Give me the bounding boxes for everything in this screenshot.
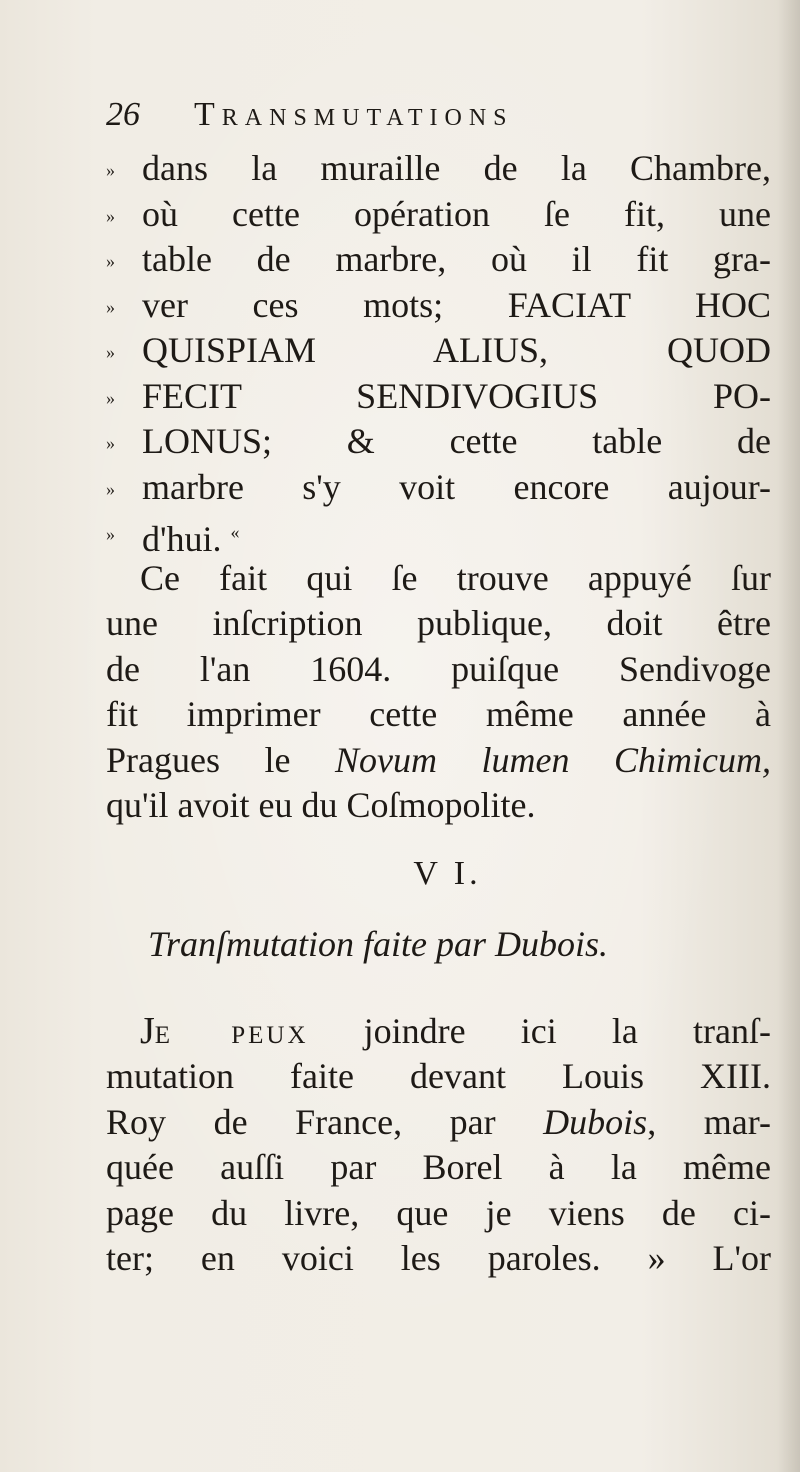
paragraph-dubois — [106, 1009, 771, 1282]
page-number: 26 — [106, 96, 140, 133]
quote-mark: » — [106, 205, 115, 226]
quoted-line: » FECIT SENDIVOGIUS PO- — [106, 374, 771, 420]
subsection-heading: Tranſmutation faite par Dubois. — [148, 923, 609, 964]
paragraph-line: Ce fait qui ſe trouve appuyé ſur — [140, 557, 771, 598]
spacer — [106, 981, 771, 1009]
paragraph-line: quée auſſi par Borel à la même — [106, 1147, 771, 1187]
quoted-line: » LONUS; & cette table de — [106, 419, 771, 465]
book-title: Novum lumen Chimicum, — [335, 739, 771, 780]
quoted-passage — [106, 146, 771, 559]
quote-mark: » — [106, 342, 115, 362]
quoted-line: » table de marbre, où il fit gra- — [106, 237, 771, 283]
quote-mark: » — [106, 160, 115, 180]
paragraph-line: page du livre, que je viens de ci- — [106, 1192, 771, 1233]
paragraph-line: de l'an 1604. puiſque Sendivoge — [106, 648, 771, 689]
quoted-line: » QUISPIAM ALIUS, QUOD — [106, 328, 771, 374]
author-name: Dubois — [543, 1101, 648, 1142]
paragraph-line: mutation faite devant Louis XIII. — [106, 1056, 771, 1096]
quoted-line: » d'hui. « — [106, 510, 771, 556]
paragraph-dating — [106, 556, 771, 829]
running-title: Transmutations — [194, 96, 514, 133]
quoted-line: » ver ces mots; FACIAT HOC — [106, 283, 771, 329]
quote-mark: » — [106, 524, 115, 544]
opening-small-caps: e peux — [154, 1010, 309, 1051]
closing-quote-mark: « — [230, 522, 240, 542]
paragraph-line: ter; en voici les paroles. » L'or — [106, 1238, 771, 1278]
initial-letter: J — [140, 1009, 155, 1052]
quoted-line: » dans la muraille de la Chambre, — [106, 146, 771, 192]
page-text — [106, 96, 771, 1282]
paragraph-line: fit imprimer cette même année à — [106, 694, 771, 734]
quote-mark: » — [106, 478, 115, 499]
quoted-line: » marbre s'y voit encore aujour- — [106, 465, 771, 511]
paragraph-line: une inſcription publique, doit être — [106, 603, 771, 643]
quote-mark: » — [106, 433, 115, 453]
section-heading: V I. — [413, 854, 482, 892]
quote-mark: » — [106, 251, 115, 271]
paragraph-line: Pragues le Novum lumen Chimicum, — [106, 739, 771, 780]
paragraph-line: Roy de France, par Dubois, mar- — [106, 1101, 771, 1142]
quote-mark: » — [106, 387, 115, 408]
quote-mark: » — [106, 296, 115, 317]
paragraph-line: Je peux joindre ici la tranſ- — [140, 1009, 771, 1052]
page-header — [106, 96, 771, 146]
paragraph-line: qu'il avoit eu du Coſmopolite. — [106, 785, 536, 825]
page-edge-shadow — [778, 0, 800, 1472]
quoted-line: » où cette opération ſe fit, une — [106, 192, 771, 238]
